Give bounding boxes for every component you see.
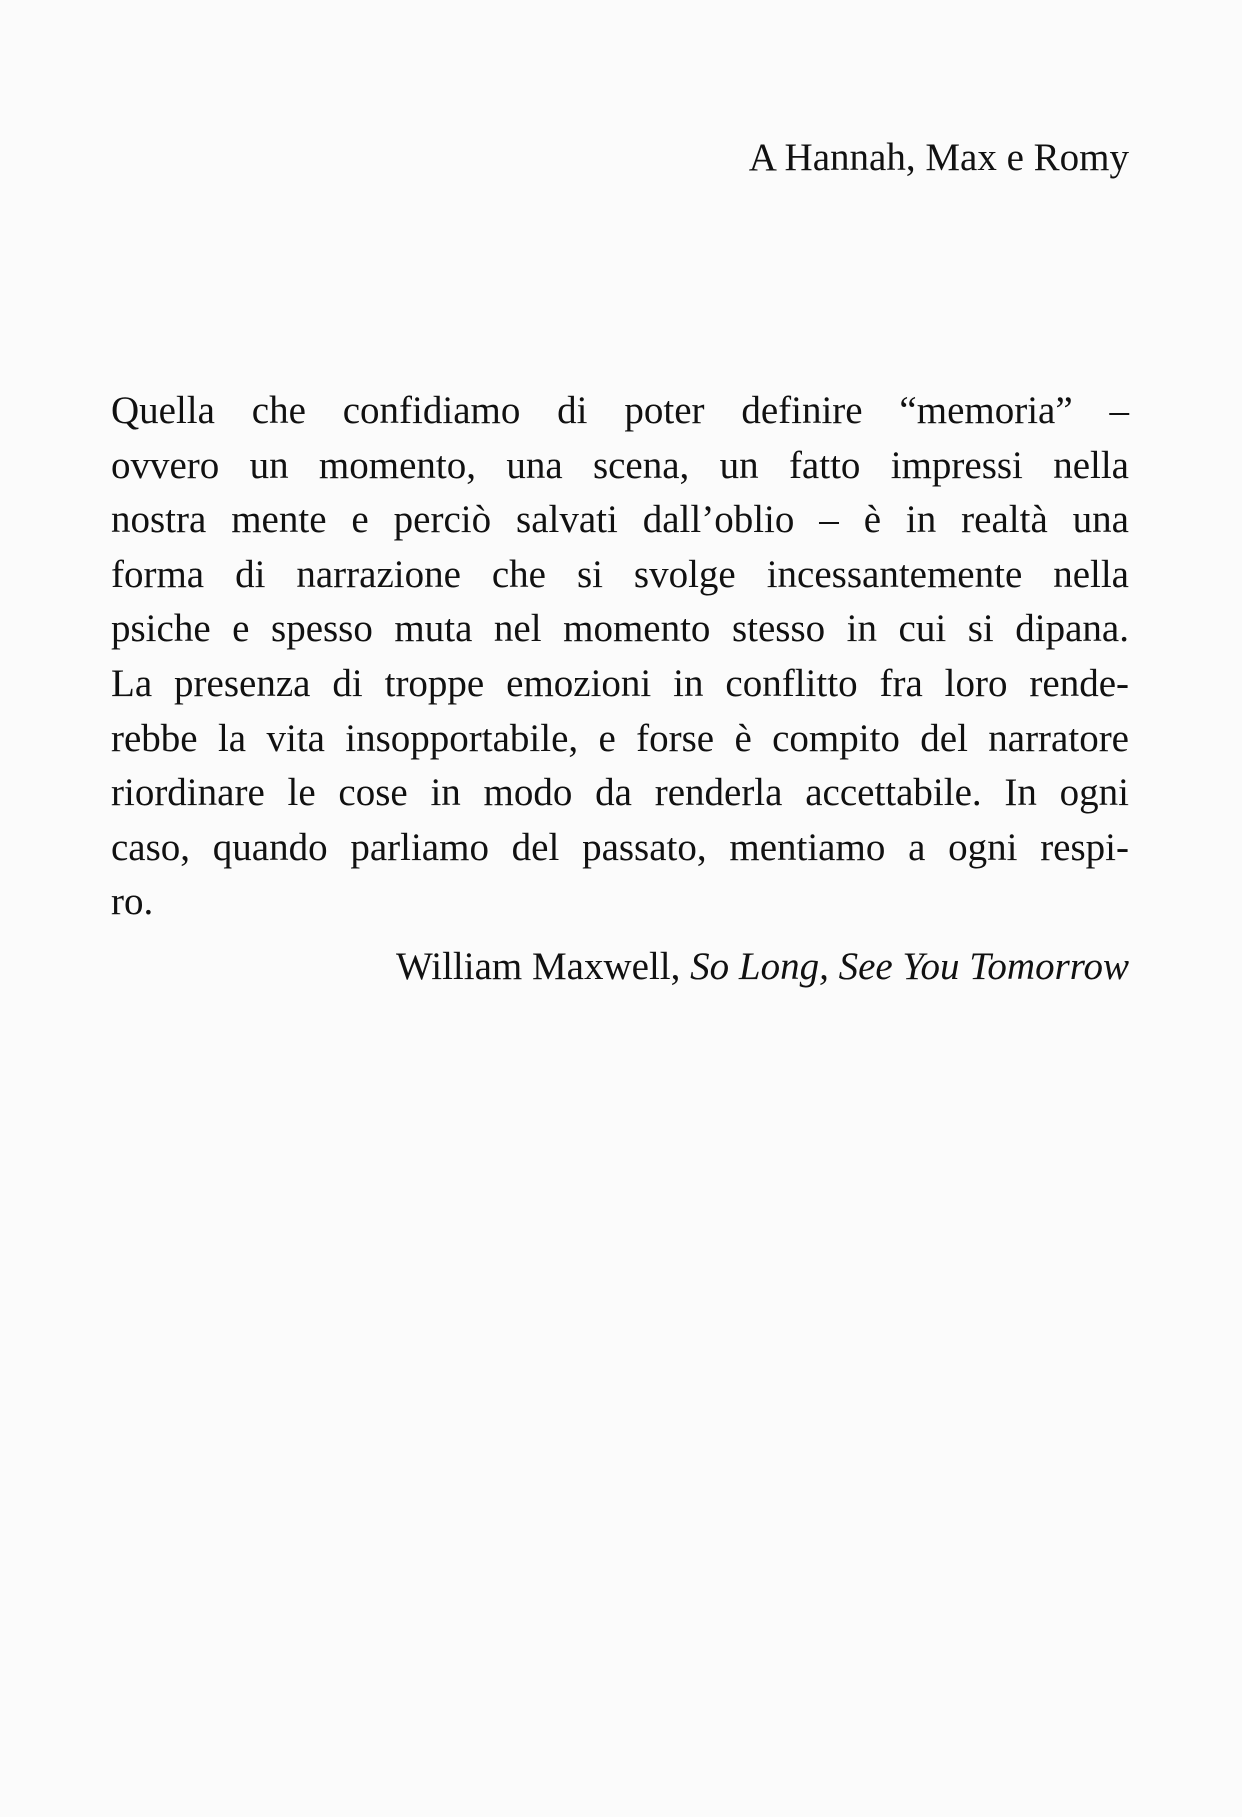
- epigraph-line: forma di narrazione che si svolge incessantemente nella: [111, 552, 1129, 596]
- epigraph-line: ro.: [111, 880, 154, 924]
- epigraph-line: Quella che confidiamo di poter definire “memoria” –: [111, 389, 1129, 432]
- attribution-book-title: So Long, See You Tomorrow: [690, 945, 1129, 988]
- attribution-author: William Maxwell,: [396, 945, 681, 988]
- epigraph-line: caso, quando parliamo del passato, mentiamo a ogni respi-: [111, 825, 1129, 869]
- epigraph: [111, 384, 1129, 930]
- epigraph-line: riordinare le cose in modo da renderla accettabile. In ogni: [111, 771, 1129, 815]
- epigraph-attribution: [396, 944, 1129, 991]
- epigraph-line: La presenza di troppe emozioni in conflitto fra loro rende-: [111, 661, 1129, 705]
- epigraph-line: rebbe la vita insopportabile, e forse è compito del narratore: [111, 716, 1129, 760]
- dedication: A Hannah, Max e Romy: [748, 136, 1129, 179]
- epigraph-line: nostra mente e perciò salvati dall’oblio – è in realtà una: [111, 498, 1129, 542]
- epigraph-line: ovvero un momento, una scena, un fatto impressi nella: [111, 443, 1129, 487]
- epigraph-line: psiche e spesso muta nel momento stesso in cui si dipana.: [111, 607, 1129, 651]
